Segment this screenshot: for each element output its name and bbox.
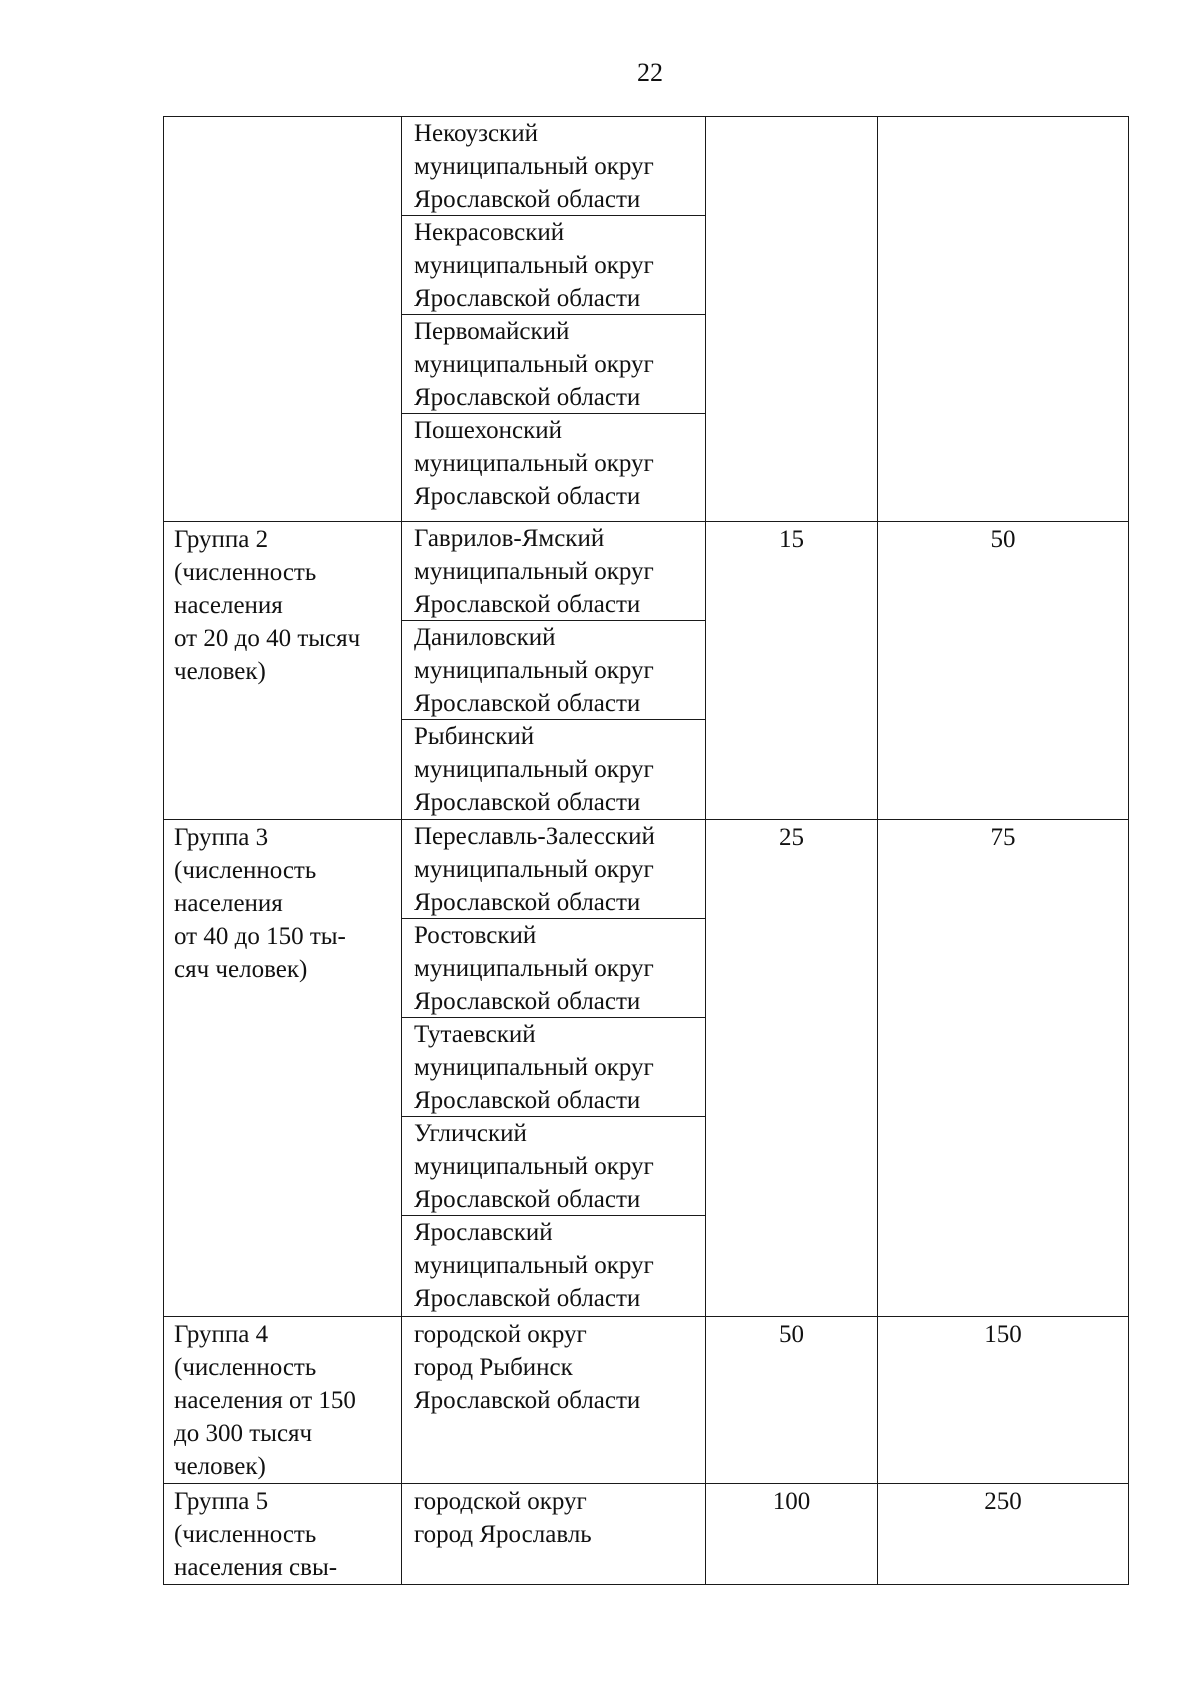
value-a-cell: 15 <box>706 522 878 820</box>
municipality-item <box>402 1117 705 1216</box>
municipality-line: Ростовский <box>414 922 537 949</box>
group-cell <box>164 117 402 522</box>
group-label: Группа 3 (численность населения от 40 до 150 ты- сяч человек) <box>174 824 346 983</box>
municipality-line: Ярославской области <box>414 1186 641 1213</box>
municipality-line: Тутаевский <box>414 1021 536 1048</box>
value-a-cell <box>706 117 878 522</box>
municipality-line: Переславль-Залесский <box>414 823 655 850</box>
municipality-line: Гаврилов-Ямский <box>414 525 605 552</box>
municipality-line: Ярославской области <box>414 889 641 916</box>
municipality-item <box>402 414 705 513</box>
municipality-item <box>402 621 705 720</box>
municipality-line: муниципальный округ <box>414 856 654 883</box>
municipality-cell: городской округ город Рыбинск Ярославской области <box>402 1317 706 1484</box>
municipality-line: Ярославской области <box>414 285 641 312</box>
table-row <box>164 820 1129 1317</box>
municipality-cell: городской округ город Ярославль <box>402 1484 706 1585</box>
municipality-line: муниципальный округ <box>414 351 654 378</box>
municipality-line: Некоузский <box>414 120 538 147</box>
municipalities-cell <box>402 820 706 1317</box>
municipality-line: Ярославской области <box>414 186 641 213</box>
group-cell <box>164 1317 402 1484</box>
value-a-cell: 25 <box>706 820 878 1317</box>
municipality-item <box>402 820 705 919</box>
municipality-line: муниципальный округ <box>414 1153 654 1180</box>
groups-table <box>163 116 1129 1585</box>
group-label: Группа 4 (численность населения от 150 до 300 тысяч человек) <box>174 1321 356 1480</box>
municipality-line: муниципальный округ <box>414 657 654 684</box>
municipality-line: Ярославской области <box>414 1087 641 1114</box>
municipality-line: муниципальный округ <box>414 252 654 279</box>
municipality-item <box>402 1216 705 1315</box>
value-b-cell: 50 <box>878 522 1129 820</box>
group-cell <box>164 820 402 1317</box>
table-row <box>164 1317 1129 1484</box>
group-label: Группа 5 (численность населения свы- <box>174 1488 338 1581</box>
municipality-line: Ярославский <box>414 1219 553 1246</box>
value-b-cell: 150 <box>878 1317 1129 1484</box>
municipality-item <box>402 919 705 1018</box>
municipality-item <box>402 720 705 819</box>
table-row <box>164 117 1129 522</box>
municipality-line: Угличский <box>414 1120 527 1147</box>
municipality-line: муниципальный округ <box>414 558 654 585</box>
municipality-line: муниципальный округ <box>414 1054 654 1081</box>
value-b-cell: 250 <box>878 1484 1129 1585</box>
municipality-line: муниципальный округ <box>414 450 654 477</box>
municipality-line: Ярославской области <box>414 690 641 717</box>
municipality-line: Рыбинский <box>414 723 535 750</box>
municipality-line: Ярославской области <box>414 483 641 510</box>
value-b-cell <box>878 117 1129 522</box>
group-cell <box>164 522 402 820</box>
municipality-line: Ярославской области <box>414 384 641 411</box>
municipality-line: Некрасовский <box>414 219 565 246</box>
municipality-line: муниципальный округ <box>414 1252 654 1279</box>
municipality-item <box>402 522 705 621</box>
municipality-item <box>402 315 705 414</box>
group-label: Группа 2 (численность населения от 20 до 40 тысяч человек) <box>174 526 361 685</box>
municipality-item <box>402 1018 705 1117</box>
municipalities-cell <box>402 522 706 820</box>
table-row <box>164 1484 1129 1585</box>
municipality-line: Ярославской области <box>414 988 641 1015</box>
municipality-line: Ярославской области <box>414 1285 641 1312</box>
value-a-cell: 100 <box>706 1484 878 1585</box>
municipality-line: Ярославской области <box>414 789 641 816</box>
value-b-cell: 75 <box>878 820 1129 1317</box>
municipality-line: Даниловский <box>414 624 556 651</box>
municipality-line: муниципальный округ <box>414 756 654 783</box>
municipalities-cell <box>402 117 706 522</box>
group-cell <box>164 1484 402 1585</box>
municipality-line: Ярославской области <box>414 591 641 618</box>
municipality-item <box>402 216 705 315</box>
page-number: 22 <box>637 58 663 87</box>
municipality-line: Первомайский <box>414 318 570 345</box>
municipality-line: муниципальный округ <box>414 153 654 180</box>
table-body <box>164 117 1129 1585</box>
municipality-line: муниципальный округ <box>414 955 654 982</box>
table-row <box>164 522 1129 820</box>
value-a-cell: 50 <box>706 1317 878 1484</box>
municipality-item <box>402 117 705 216</box>
municipality-line: Пошехонский <box>414 417 562 444</box>
